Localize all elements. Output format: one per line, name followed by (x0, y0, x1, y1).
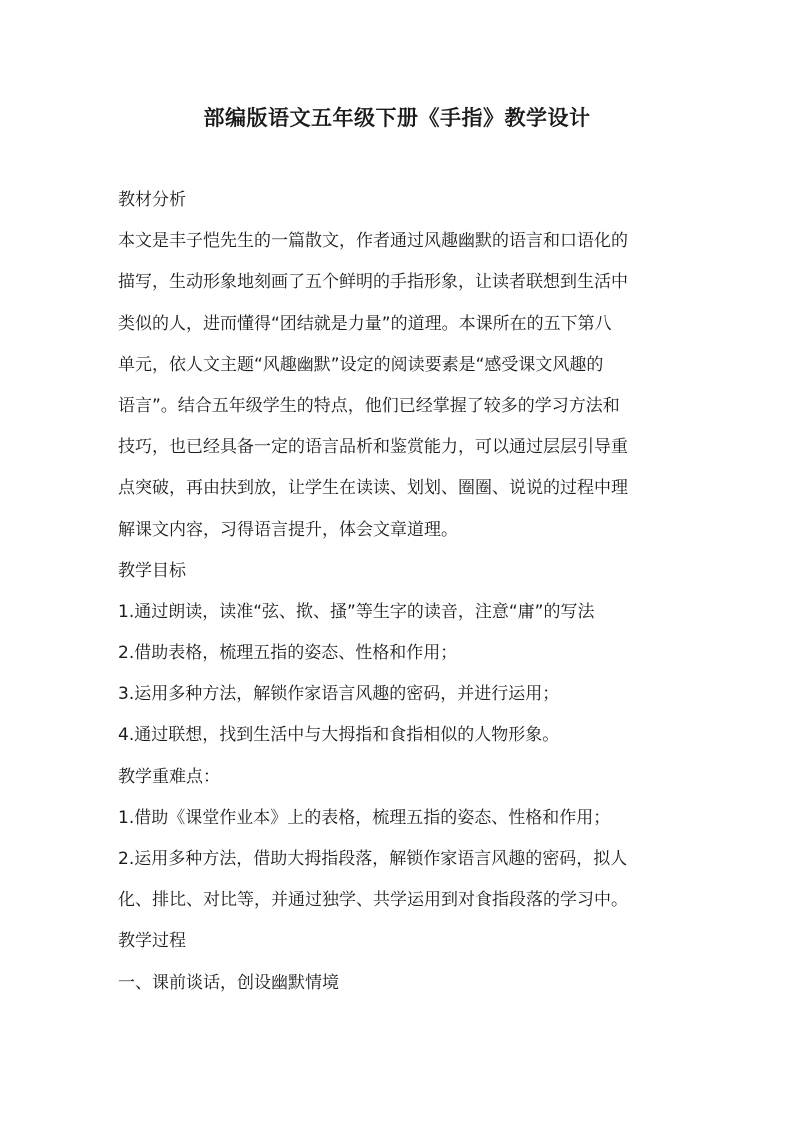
document-body (118, 180, 678, 1004)
paragraph-line: 本文是丰子恺先生的一篇散文，作者通过风趣幽默的语言和口语化的 (118, 231, 628, 252)
goal-item: 1.通过朗读，读准“弦、揿、搔”等生字的读音，注意“庸”的写法 (118, 601, 595, 622)
goal-item: 4.通过联想，找到生活中与大拇指和食指相似的人物形象。 (118, 725, 560, 746)
section-heading-key-points: 教学重难点： (118, 766, 220, 787)
paragraph-line: 解课文内容，习得语言提升，体会文章道理。 (118, 519, 458, 540)
paragraph-line: 语言”。结合五年级学生的特点，他们已经掌握了较多的学习方法和 (118, 395, 620, 416)
paragraph-line: 技巧，也已经具备一定的语言品析和鉴赏能力，可以通过层层引导重 (118, 437, 628, 458)
key-point-item: 2.运用多种方法，借助大拇指段落，解锁作家语言风趣的密码，拟人 (118, 849, 628, 869)
paragraph-line: 单元，依人文主题“风趣幽默”设定的阅读要素是“感受课文风趣的 (118, 354, 604, 375)
goal-item: 2.借助表格，梳理五指的姿态、性格和作用； (118, 643, 458, 664)
goal-item: 3.运用多种方法，解锁作家语言风趣的密码，并进行运用； (118, 684, 560, 705)
key-point-item: 化、排比、对比等，并通过独学、共学运用到对食指段落的学习中。 (118, 890, 628, 911)
paragraph-line: 类似的人，进而懂得“团结就是力量”的道理。本课所在的五下第八 (118, 313, 612, 334)
document-title: 部编版语文五年级下册《手指》教学设计 (203, 106, 591, 130)
process-step-heading: 一、课前谈话，创设幽默情境 (118, 972, 339, 993)
paragraph-line: 点突破，再由扶到放，让学生在读读、划划、圈圈、说说的过程中理 (118, 478, 628, 499)
section-heading-material-analysis: 教材分析 (118, 190, 186, 210)
section-heading-teaching-goals: 教学目标 (118, 560, 186, 581)
key-point-item: 1.借助《课堂作业本》上的表格，梳理五指的姿态、性格和作用； (118, 807, 611, 828)
section-heading-teaching-process: 教学过程 (118, 931, 186, 952)
paragraph-line: 描写，生动形象地刻画了五个鲜明的手指形象，让读者联想到生活中 (118, 272, 628, 293)
